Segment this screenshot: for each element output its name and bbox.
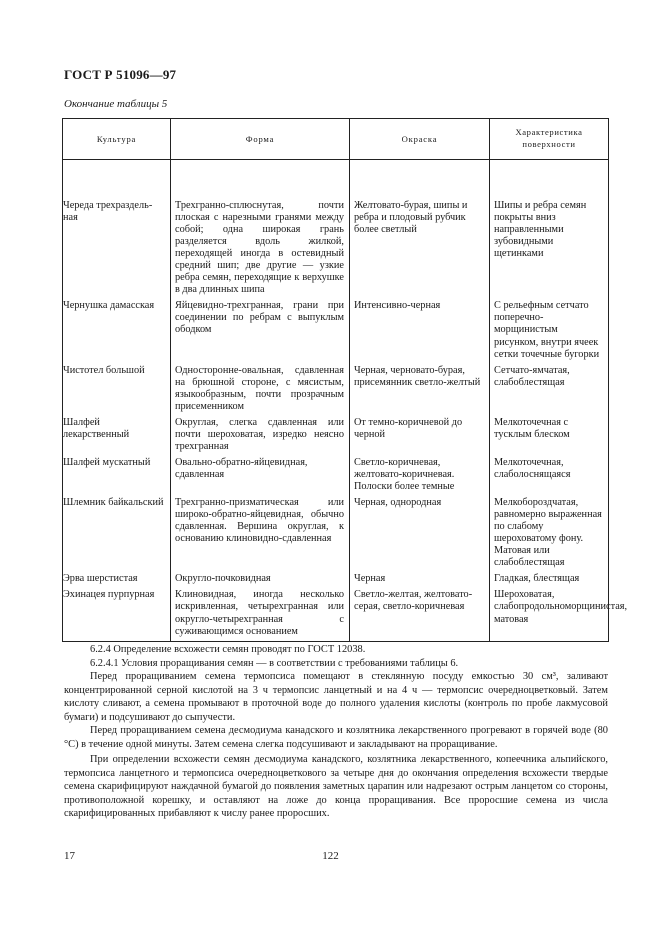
column-header-culture: Культура [63, 119, 171, 160]
cell-surface: Шероховатая, слабопродольноморщинистая, матовая [490, 589, 609, 641]
seed-characteristics-table [62, 118, 628, 642]
cell-culture: Череда трехраздель-ная [63, 160, 171, 301]
cell-culture: Шалфей мускатный [63, 457, 171, 497]
cell-surface: С рельефным сетчато поперечно-морщинистым рисунком, внутри ячеек сетки точечные бугорки [490, 300, 609, 364]
document-code: ГОСТ Р 51096—97 [64, 67, 177, 82]
table-row [63, 589, 609, 641]
table-row [63, 457, 609, 497]
cell-culture: Эхинацея пурпурная [63, 589, 171, 641]
cell-form: Трехгранно-призматическая или широко-обратно-яйцевидная, обычно сдавленная. Вершина округлая, к основанию клиновидно-сдавленная [171, 497, 350, 573]
cell-surface: Мелкоточечная, слаболоснящаяся [490, 457, 609, 497]
paragraph-desmodium-heating: Перед проращиванием семена десмодиума канадского и козлятника лекарственного прогревают в горячей воде (80 °С) в течение одной минуты. Затем семена слегка подсушивают и закладывают на проращивание. [64, 725, 608, 750]
cell-form: Округлая, слегка сдавленная или почти шероховатая, изредко неясно трехгранная [171, 417, 350, 457]
cell-color: Светло-желтая, желтовато-серая, светло-коричневая [350, 589, 490, 641]
table-row [63, 497, 609, 573]
paragraph-6-2-4-1: 6.2.4.1 Условия проращивания семян — в соответствии с требованиями таблицы 6. [90, 657, 459, 669]
column-header-surface: Характеристика поверхности [490, 119, 609, 160]
cell-form: Трехгранно-сплюснутая, почти плоская с нарезными гранями между собой; одна широкая грань разделяется вдоль жилкой, переходящей иногда в остевидный средний шип; две другие — узкие ребра семян, переходящие к верхушке в два длинных шипа [171, 160, 350, 301]
cell-culture: Чернушка дамасская [63, 300, 171, 364]
cell-form: Округло-почковидная [171, 573, 350, 589]
cell-surface: Мелкобороздчатая, равномерно выраженная по слабому шероховатому фону. Матовая или слабоблестящая [490, 497, 609, 573]
column-header-color: Окраска [350, 119, 490, 160]
cell-color: От темно-коричневой до черной [350, 417, 490, 457]
cell-color: Интенсивно-черная [350, 300, 490, 364]
cell-form: Овально-обратно-яйцевидная, сдавленная [171, 457, 350, 497]
table-row [63, 573, 609, 589]
cell-surface: Сетчато-ямчатая, слабоблестящая [490, 365, 609, 417]
footer-left-number: 17 [64, 850, 75, 862]
column-header-form: Форма [171, 119, 350, 160]
cell-form: Одностороннe-овальная, сдавленная на брюшной стороне, с мясистым, языкообразным, почти прозрачным присеменником [171, 365, 350, 417]
body-text [64, 643, 608, 821]
cell-culture: Чистотел большой [63, 365, 171, 417]
cell-color: Черная, черновато-бурая, присемянник светло-желтый [350, 365, 490, 417]
cell-color: Желтовато-бурая, шипы и ребра и плодовый рубчик более светлый [350, 160, 490, 301]
table-row [63, 300, 609, 364]
cell-color: Светло-коричневая, желтовато-коричневая. Полоски более темные [350, 457, 490, 497]
cell-culture: Шлемник байкальский [63, 497, 171, 573]
cell-form: Клиновидная, иногда несколько искривленная, четырехгранная или округло-четырехгранная с суживающимся основанием [171, 589, 350, 641]
page-number: 122 [322, 850, 339, 862]
cell-color: Черная, однородная [350, 497, 490, 573]
cell-surface: Шипы и ребра семян покрыты вниз направленными зубовидными щетинками [490, 160, 609, 301]
table-header-row [63, 119, 609, 160]
table-row [63, 160, 609, 301]
cell-culture: Шалфей лекарственный [63, 417, 171, 457]
table-row [63, 417, 609, 457]
cell-color: Черная [350, 573, 490, 589]
paragraph-scarification: При определении всхожести семян десмодиума канадского, козлятника лекарственного, копеечника альпийского, термопсиса ланцетного и термопсиса очередноцветкового за четыре дня до окончания определения всхожести твердые семена скарифицируют наждачной бумагой до появления заметных царапин или надрезают острым ланцетом со стороны, противоположной корешку, и оставляют на ложе до конца проращивания. Все проросшие семена из числа скарифицированных прибавляют к числу ранее проросших. [64, 754, 608, 819]
cell-surface: Гладкая, блестящая [490, 573, 609, 589]
cell-culture: Эрва шерстистая [63, 573, 171, 589]
paragraph-6-2-4: 6.2.4 Определение всхожести семян проводят по ГОСТ 12038. [90, 644, 366, 655]
cell-form: Яйцевидно-трехгранная, грани при соединении по ребрам с выпуклым ободком [171, 300, 350, 364]
paragraph-thermopsis-preparation: Перед проращиванием семена термопсиса помещают в стеклянную посуду емкостью 30 см³, заливают концентрированной серной кислотой на 3 ч термопсис ланцетный и на 4 ч — термопсис очередноцветковый. Затем кислоту сливают, а семена промывают в проточной воде до полного удаления кислоты (контроль по пробе лакмусовой бумаги) и подсушивают до сыпучести. [64, 671, 608, 723]
table-row [63, 365, 609, 417]
cell-surface: Мелкоточечная с тусклым блеском [490, 417, 609, 457]
table-caption: Окончание таблицы 5 [64, 98, 168, 110]
